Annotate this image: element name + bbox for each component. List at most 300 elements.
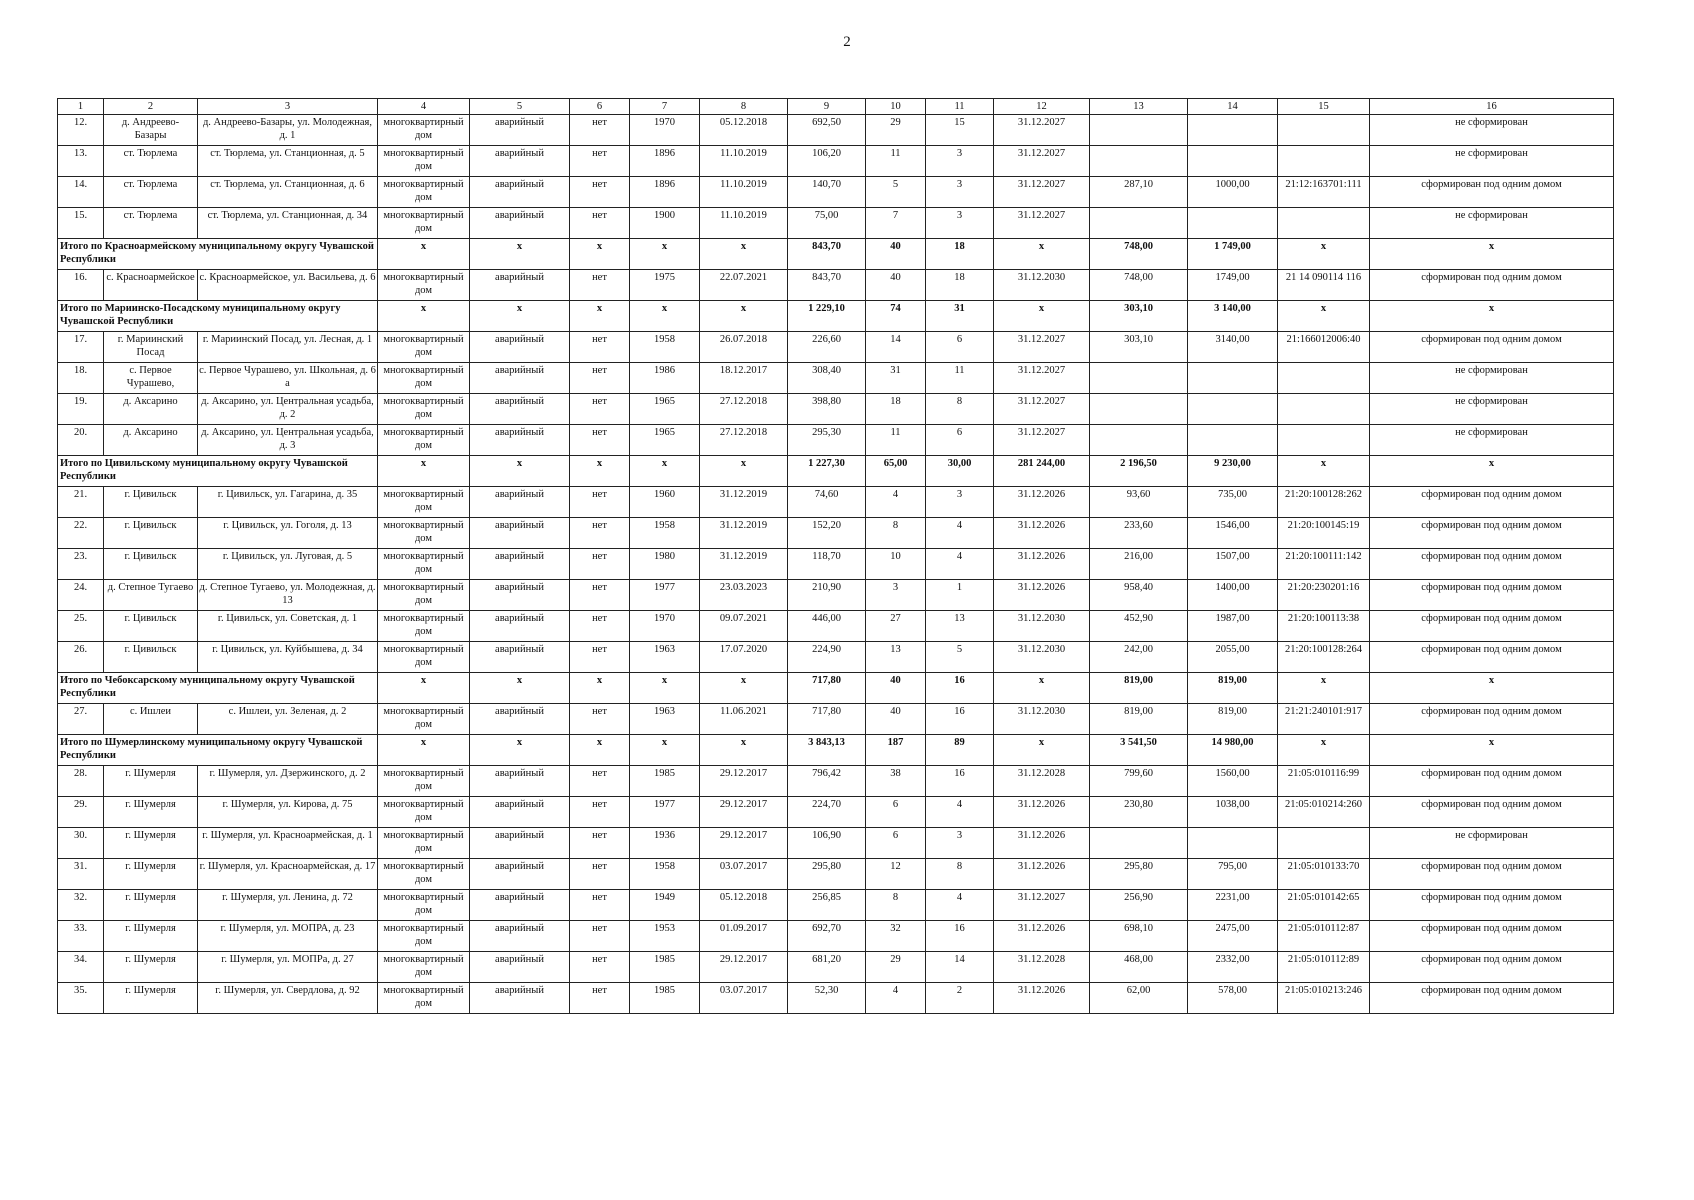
col-resettle-date: 31.12.2027 bbox=[994, 363, 1090, 394]
col-house-type: многоквартирный дом bbox=[378, 611, 470, 642]
col-area: 717,80 bbox=[788, 704, 866, 735]
col-year: 1980 bbox=[630, 549, 700, 580]
col-year: 1986 bbox=[630, 363, 700, 394]
col-cadastral: 21:20:100128:264 bbox=[1278, 642, 1370, 673]
col-land-area bbox=[1090, 363, 1188, 394]
col-culture: нет bbox=[570, 549, 630, 580]
col-land-status: сформирован под одним домом bbox=[1370, 332, 1614, 363]
col-condition: аварийный bbox=[470, 487, 570, 518]
col-land-status: не сформирован bbox=[1370, 146, 1614, 177]
subtotal-col-resettle-date: x bbox=[994, 301, 1090, 332]
column-number-6: 6 bbox=[570, 99, 630, 115]
col-condition: аварийный bbox=[470, 332, 570, 363]
column-number-8: 8 bbox=[700, 99, 788, 115]
col-land-area bbox=[1090, 425, 1188, 456]
column-number-7: 7 bbox=[630, 99, 700, 115]
col-date: 31.12.2019 bbox=[700, 518, 788, 549]
col-residents: 40 bbox=[866, 270, 926, 301]
col-house-type: многоквартирный дом bbox=[378, 642, 470, 673]
col-year: 1953 bbox=[630, 921, 700, 952]
col-area: 226,60 bbox=[788, 332, 866, 363]
subtotal-col-land-status: x bbox=[1370, 456, 1614, 487]
subtotal-row bbox=[58, 673, 1614, 704]
col-apartments: 1 bbox=[926, 580, 994, 611]
col-land-area bbox=[1090, 115, 1188, 146]
col-settlement: ст. Тюрлема bbox=[104, 208, 198, 239]
col-year: 1958 bbox=[630, 859, 700, 890]
col-condition: аварийный bbox=[470, 859, 570, 890]
col-area: 224,90 bbox=[788, 642, 866, 673]
subtotal-col-land-status: x bbox=[1370, 673, 1614, 704]
subtotal-col-land-total: 1 749,00 bbox=[1188, 239, 1278, 270]
col-house-type: многоквартирный дом bbox=[378, 487, 470, 518]
subtotal-col-land-area: 303,10 bbox=[1090, 301, 1188, 332]
col-date: 23.03.2023 bbox=[700, 580, 788, 611]
col-culture: нет bbox=[570, 208, 630, 239]
col-condition: аварийный bbox=[470, 797, 570, 828]
col-house-type: многоквартирный дом bbox=[378, 890, 470, 921]
col-settlement: д. Андреево-Базары bbox=[104, 115, 198, 146]
col-apartments: 16 bbox=[926, 766, 994, 797]
col-num: 24. bbox=[58, 580, 104, 611]
table-row bbox=[58, 208, 1614, 239]
col-settlement: г. Цивильск bbox=[104, 611, 198, 642]
col-land-area: 468,00 bbox=[1090, 952, 1188, 983]
col-cadastral bbox=[1278, 828, 1370, 859]
col-settlement: с. Ишлеи bbox=[104, 704, 198, 735]
col-num: 29. bbox=[58, 797, 104, 828]
col-land-area bbox=[1090, 394, 1188, 425]
col-num: 14. bbox=[58, 177, 104, 208]
col-land-area: 698,10 bbox=[1090, 921, 1188, 952]
col-area: 295,80 bbox=[788, 859, 866, 890]
col-condition: аварийный bbox=[470, 642, 570, 673]
subtotal-col-culture: x bbox=[570, 456, 630, 487]
col-cadastral: 21:20:230201:16 bbox=[1278, 580, 1370, 611]
subtotal-col-condition: x bbox=[470, 301, 570, 332]
col-num: 35. bbox=[58, 983, 104, 1014]
col-land-area bbox=[1090, 828, 1188, 859]
col-house-type: многоквартирный дом bbox=[378, 983, 470, 1014]
col-year: 1896 bbox=[630, 146, 700, 177]
table-row bbox=[58, 890, 1614, 921]
col-address: г. Цивильск, ул. Куйбышева, д. 34 bbox=[198, 642, 378, 673]
col-culture: нет bbox=[570, 580, 630, 611]
col-year: 1977 bbox=[630, 797, 700, 828]
col-land-status: сформирован под одним домом bbox=[1370, 270, 1614, 301]
col-settlement: г. Цивильск bbox=[104, 549, 198, 580]
col-date: 03.07.2017 bbox=[700, 983, 788, 1014]
table-row bbox=[58, 549, 1614, 580]
col-culture: нет bbox=[570, 518, 630, 549]
column-number-12: 12 bbox=[994, 99, 1090, 115]
subtotal-label: Итого по Шумерлинскому муниципальному округу Чувашской Республики bbox=[58, 735, 378, 766]
subtotal-col-house-type: x bbox=[378, 239, 470, 270]
subtotal-col-area: 717,80 bbox=[788, 673, 866, 704]
col-date: 26.07.2018 bbox=[700, 332, 788, 363]
col-condition: аварийный bbox=[470, 580, 570, 611]
col-land-total: 578,00 bbox=[1188, 983, 1278, 1014]
subtotal-col-land-status: x bbox=[1370, 239, 1614, 270]
col-apartments: 3 bbox=[926, 177, 994, 208]
subtotal-col-house-type: x bbox=[378, 735, 470, 766]
col-resettle-date: 31.12.2026 bbox=[994, 518, 1090, 549]
col-land-area: 256,90 bbox=[1090, 890, 1188, 921]
col-land-area: 295,80 bbox=[1090, 859, 1188, 890]
col-apartments: 6 bbox=[926, 332, 994, 363]
col-cadastral: 21:05:010112:89 bbox=[1278, 952, 1370, 983]
col-num: 22. bbox=[58, 518, 104, 549]
col-apartments: 18 bbox=[926, 270, 994, 301]
col-culture: нет bbox=[570, 115, 630, 146]
col-year: 1896 bbox=[630, 177, 700, 208]
col-date: 27.12.2018 bbox=[700, 394, 788, 425]
subtotal-col-condition: x bbox=[470, 239, 570, 270]
col-culture: нет bbox=[570, 270, 630, 301]
col-resettle-date: 31.12.2030 bbox=[994, 611, 1090, 642]
col-house-type: многоквартирный дом bbox=[378, 363, 470, 394]
col-residents: 38 bbox=[866, 766, 926, 797]
col-address: ст. Тюрлема, ул. Станционная, д. 34 bbox=[198, 208, 378, 239]
subtotal-col-resettle-date: 281 244,00 bbox=[994, 456, 1090, 487]
col-cadastral bbox=[1278, 363, 1370, 394]
col-land-status: сформирован под одним домом bbox=[1370, 518, 1614, 549]
table-row bbox=[58, 952, 1614, 983]
column-number-5: 5 bbox=[470, 99, 570, 115]
col-land-area: 233,60 bbox=[1090, 518, 1188, 549]
col-land-status: сформирован под одним домом bbox=[1370, 487, 1614, 518]
col-year: 1958 bbox=[630, 518, 700, 549]
col-land-area: 216,00 bbox=[1090, 549, 1188, 580]
col-year: 1958 bbox=[630, 332, 700, 363]
housing-registry-table bbox=[57, 98, 1614, 1014]
col-land-status: сформирован под одним домом bbox=[1370, 642, 1614, 673]
col-address: г. Шумерля, ул. Кирова, д. 75 bbox=[198, 797, 378, 828]
subtotal-col-date: x bbox=[700, 239, 788, 270]
col-address: г. Шумерля, ул. Красноармейская, д. 17 bbox=[198, 859, 378, 890]
col-settlement: г. Шумерля bbox=[104, 797, 198, 828]
col-resettle-date: 31.12.2027 bbox=[994, 115, 1090, 146]
col-condition: аварийный bbox=[470, 146, 570, 177]
subtotal-col-house-type: x bbox=[378, 673, 470, 704]
col-cadastral: 21:20:100113:38 bbox=[1278, 611, 1370, 642]
col-culture: нет bbox=[570, 611, 630, 642]
col-address: д. Аксарино, ул. Центральная усадьба, д. 2 bbox=[198, 394, 378, 425]
col-land-area: 452,90 bbox=[1090, 611, 1188, 642]
col-area: 210,90 bbox=[788, 580, 866, 611]
col-area: 52,30 bbox=[788, 983, 866, 1014]
subtotal-col-land-area: 748,00 bbox=[1090, 239, 1188, 270]
col-land-status: сформирован под одним домом bbox=[1370, 890, 1614, 921]
table-row bbox=[58, 828, 1614, 859]
col-residents: 27 bbox=[866, 611, 926, 642]
table-row bbox=[58, 363, 1614, 394]
col-settlement: г. Шумерля bbox=[104, 983, 198, 1014]
col-culture: нет bbox=[570, 828, 630, 859]
col-land-status: не сформирован bbox=[1370, 828, 1614, 859]
col-num: 13. bbox=[58, 146, 104, 177]
col-year: 1965 bbox=[630, 425, 700, 456]
col-land-area: 819,00 bbox=[1090, 704, 1188, 735]
col-settlement: г. Шумерля bbox=[104, 952, 198, 983]
col-culture: нет bbox=[570, 146, 630, 177]
col-address: ст. Тюрлема, ул. Станционная, д. 5 bbox=[198, 146, 378, 177]
col-land-status: не сформирован bbox=[1370, 363, 1614, 394]
col-land-total: 1749,00 bbox=[1188, 270, 1278, 301]
subtotal-col-year: x bbox=[630, 239, 700, 270]
col-land-total: 795,00 bbox=[1188, 859, 1278, 890]
subtotal-col-residents: 74 bbox=[866, 301, 926, 332]
column-number-1: 1 bbox=[58, 99, 104, 115]
col-condition: аварийный bbox=[470, 890, 570, 921]
col-num: 26. bbox=[58, 642, 104, 673]
col-house-type: многоквартирный дом bbox=[378, 115, 470, 146]
col-apartments: 15 bbox=[926, 115, 994, 146]
col-settlement: д. Степное Тугаево bbox=[104, 580, 198, 611]
table-row bbox=[58, 704, 1614, 735]
col-num: 18. bbox=[58, 363, 104, 394]
subtotal-col-area: 1 229,10 bbox=[788, 301, 866, 332]
col-date: 11.10.2019 bbox=[700, 208, 788, 239]
col-residents: 4 bbox=[866, 983, 926, 1014]
col-address: г. Шумерля, ул. МОПРа, д. 27 bbox=[198, 952, 378, 983]
col-address: г. Шумерля, ул. Красноармейская, д. 1 bbox=[198, 828, 378, 859]
col-cadastral: 21:20:100128:262 bbox=[1278, 487, 1370, 518]
col-land-status: сформирован под одним домом bbox=[1370, 952, 1614, 983]
col-land-status: сформирован под одним домом bbox=[1370, 549, 1614, 580]
col-condition: аварийный bbox=[470, 270, 570, 301]
col-land-status: не сформирован bbox=[1370, 394, 1614, 425]
col-land-area bbox=[1090, 146, 1188, 177]
col-land-area: 287,10 bbox=[1090, 177, 1188, 208]
col-land-total: 2475,00 bbox=[1188, 921, 1278, 952]
subtotal-col-apartments: 89 bbox=[926, 735, 994, 766]
col-resettle-date: 31.12.2026 bbox=[994, 859, 1090, 890]
col-num: 23. bbox=[58, 549, 104, 580]
col-residents: 10 bbox=[866, 549, 926, 580]
col-residents: 14 bbox=[866, 332, 926, 363]
col-house-type: многоквартирный дом bbox=[378, 549, 470, 580]
col-area: 295,30 bbox=[788, 425, 866, 456]
col-land-status: сформирован под одним домом bbox=[1370, 766, 1614, 797]
col-land-status: сформирован под одним домом bbox=[1370, 921, 1614, 952]
col-house-type: многоквартирный дом bbox=[378, 332, 470, 363]
table-row bbox=[58, 580, 1614, 611]
col-settlement: г. Цивильск bbox=[104, 487, 198, 518]
col-culture: нет bbox=[570, 332, 630, 363]
col-date: 11.06.2021 bbox=[700, 704, 788, 735]
col-year: 1975 bbox=[630, 270, 700, 301]
col-land-total: 1000,00 bbox=[1188, 177, 1278, 208]
col-house-type: многоквартирный дом bbox=[378, 177, 470, 208]
table-row bbox=[58, 177, 1614, 208]
col-residents: 13 bbox=[866, 642, 926, 673]
table-row bbox=[58, 921, 1614, 952]
col-address: г. Цивильск, ул. Гагарина, д. 35 bbox=[198, 487, 378, 518]
col-apartments: 13 bbox=[926, 611, 994, 642]
col-area: 681,20 bbox=[788, 952, 866, 983]
col-house-type: многоквартирный дом bbox=[378, 146, 470, 177]
col-date: 29.12.2017 bbox=[700, 766, 788, 797]
col-land-total: 2332,00 bbox=[1188, 952, 1278, 983]
col-date: 22.07.2021 bbox=[700, 270, 788, 301]
col-resettle-date: 31.12.2026 bbox=[994, 580, 1090, 611]
col-house-type: многоквартирный дом bbox=[378, 952, 470, 983]
table-row bbox=[58, 611, 1614, 642]
col-house-type: многоквартирный дом bbox=[378, 797, 470, 828]
col-cadastral bbox=[1278, 394, 1370, 425]
subtotal-col-land-area: 2 196,50 bbox=[1090, 456, 1188, 487]
column-number-2: 2 bbox=[104, 99, 198, 115]
col-area: 118,70 bbox=[788, 549, 866, 580]
col-apartments: 4 bbox=[926, 518, 994, 549]
col-apartments: 3 bbox=[926, 208, 994, 239]
col-apartments: 4 bbox=[926, 549, 994, 580]
col-address: г. Шумерля, ул. Ленина, д. 72 bbox=[198, 890, 378, 921]
col-condition: аварийный bbox=[470, 518, 570, 549]
col-land-area: 303,10 bbox=[1090, 332, 1188, 363]
col-area: 140,70 bbox=[788, 177, 866, 208]
col-date: 03.07.2017 bbox=[700, 859, 788, 890]
col-date: 11.10.2019 bbox=[700, 177, 788, 208]
col-resettle-date: 31.12.2026 bbox=[994, 983, 1090, 1014]
col-date: 29.12.2017 bbox=[700, 797, 788, 828]
col-resettle-date: 31.12.2030 bbox=[994, 704, 1090, 735]
col-num: 27. bbox=[58, 704, 104, 735]
col-culture: нет bbox=[570, 952, 630, 983]
subtotal-col-cadastral: x bbox=[1278, 239, 1370, 270]
col-address: г. Мариинский Посад, ул. Лесная, д. 1 bbox=[198, 332, 378, 363]
col-resettle-date: 31.12.2027 bbox=[994, 177, 1090, 208]
subtotal-col-resettle-date: x bbox=[994, 735, 1090, 766]
col-resettle-date: 31.12.2026 bbox=[994, 921, 1090, 952]
subtotal-col-house-type: x bbox=[378, 301, 470, 332]
subtotal-col-land-total: 14 980,00 bbox=[1188, 735, 1278, 766]
col-address: д. Степное Тугаево, ул. Молодежная, д. 13 bbox=[198, 580, 378, 611]
col-year: 1970 bbox=[630, 611, 700, 642]
col-year: 1965 bbox=[630, 394, 700, 425]
col-culture: нет bbox=[570, 797, 630, 828]
col-cadastral bbox=[1278, 146, 1370, 177]
col-condition: аварийный bbox=[470, 425, 570, 456]
col-num: 21. bbox=[58, 487, 104, 518]
column-number-row bbox=[58, 99, 1614, 115]
subtotal-col-date: x bbox=[700, 456, 788, 487]
col-address: с. Красноармейское, ул. Васильева, д. 6 bbox=[198, 270, 378, 301]
col-year: 1960 bbox=[630, 487, 700, 518]
col-area: 106,20 bbox=[788, 146, 866, 177]
col-cadastral: 21:05:010112:87 bbox=[1278, 921, 1370, 952]
col-land-status: сформирован под одним домом bbox=[1370, 611, 1614, 642]
col-resettle-date: 31.12.2027 bbox=[994, 332, 1090, 363]
col-apartments: 11 bbox=[926, 363, 994, 394]
col-address: с. Первое Чурашево, ул. Школьная, д. 6 а bbox=[198, 363, 378, 394]
col-residents: 32 bbox=[866, 921, 926, 952]
col-area: 152,20 bbox=[788, 518, 866, 549]
col-house-type: многоквартирный дом bbox=[378, 208, 470, 239]
col-area: 74,60 bbox=[788, 487, 866, 518]
col-date: 09.07.2021 bbox=[700, 611, 788, 642]
col-date: 29.12.2017 bbox=[700, 828, 788, 859]
col-num: 12. bbox=[58, 115, 104, 146]
col-address: г. Шумерля, ул. Дзержинского, д. 2 bbox=[198, 766, 378, 797]
col-settlement: ст. Тюрлема bbox=[104, 177, 198, 208]
col-land-area: 93,60 bbox=[1090, 487, 1188, 518]
subtotal-col-date: x bbox=[700, 735, 788, 766]
col-cadastral bbox=[1278, 115, 1370, 146]
subtotal-col-resettle-date: x bbox=[994, 673, 1090, 704]
col-house-type: многоквартирный дом bbox=[378, 394, 470, 425]
table-row bbox=[58, 766, 1614, 797]
col-condition: аварийный bbox=[470, 177, 570, 208]
column-number-15: 15 bbox=[1278, 99, 1370, 115]
col-land-area: 242,00 bbox=[1090, 642, 1188, 673]
col-residents: 18 bbox=[866, 394, 926, 425]
col-settlement: г. Шумерля bbox=[104, 828, 198, 859]
subtotal-col-land-total: 819,00 bbox=[1188, 673, 1278, 704]
col-address: д. Аксарино, ул. Центральная усадьба, д. 3 bbox=[198, 425, 378, 456]
col-house-type: многоквартирный дом bbox=[378, 828, 470, 859]
col-settlement: г. Шумерля bbox=[104, 859, 198, 890]
col-residents: 5 bbox=[866, 177, 926, 208]
subtotal-col-cadastral: x bbox=[1278, 673, 1370, 704]
col-land-total: 1546,00 bbox=[1188, 518, 1278, 549]
column-number-10: 10 bbox=[866, 99, 926, 115]
subtotal-col-area: 843,70 bbox=[788, 239, 866, 270]
col-cadastral: 21:20:100145:19 bbox=[1278, 518, 1370, 549]
col-apartments: 16 bbox=[926, 921, 994, 952]
table-row bbox=[58, 642, 1614, 673]
col-land-total: 1560,00 bbox=[1188, 766, 1278, 797]
col-cadastral: 21:20:100111:142 bbox=[1278, 549, 1370, 580]
col-resettle-date: 31.12.2027 bbox=[994, 394, 1090, 425]
subtotal-col-apartments: 18 bbox=[926, 239, 994, 270]
subtotal-col-date: x bbox=[700, 301, 788, 332]
subtotal-col-residents: 187 bbox=[866, 735, 926, 766]
col-year: 1900 bbox=[630, 208, 700, 239]
col-settlement: г. Мариинский Посад bbox=[104, 332, 198, 363]
col-address: с. Ишлеи, ул. Зеленая, д. 2 bbox=[198, 704, 378, 735]
col-year: 1977 bbox=[630, 580, 700, 611]
col-apartments: 16 bbox=[926, 704, 994, 735]
col-house-type: многоквартирный дом bbox=[378, 580, 470, 611]
subtotal-col-cadastral: x bbox=[1278, 301, 1370, 332]
subtotal-label: Итого по Мариинско-Посадскому муниципальному округу Чувашской Республики bbox=[58, 301, 378, 332]
table-row bbox=[58, 983, 1614, 1014]
col-date: 05.12.2018 bbox=[700, 890, 788, 921]
col-year: 1970 bbox=[630, 115, 700, 146]
col-condition: аварийный bbox=[470, 921, 570, 952]
col-culture: нет bbox=[570, 177, 630, 208]
page-number: 2 bbox=[843, 34, 851, 50]
col-num: 30. bbox=[58, 828, 104, 859]
col-cadastral bbox=[1278, 425, 1370, 456]
col-condition: аварийный bbox=[470, 952, 570, 983]
subtotal-row bbox=[58, 239, 1614, 270]
col-culture: нет bbox=[570, 983, 630, 1014]
col-culture: нет bbox=[570, 766, 630, 797]
col-address: г. Цивильск, ул. Луговая, д. 5 bbox=[198, 549, 378, 580]
column-number-13: 13 bbox=[1090, 99, 1188, 115]
table-row bbox=[58, 115, 1614, 146]
col-residents: 11 bbox=[866, 146, 926, 177]
col-culture: нет bbox=[570, 704, 630, 735]
col-land-total: 1400,00 bbox=[1188, 580, 1278, 611]
subtotal-col-year: x bbox=[630, 456, 700, 487]
col-apartments: 4 bbox=[926, 890, 994, 921]
col-land-area: 748,00 bbox=[1090, 270, 1188, 301]
col-residents: 12 bbox=[866, 859, 926, 890]
